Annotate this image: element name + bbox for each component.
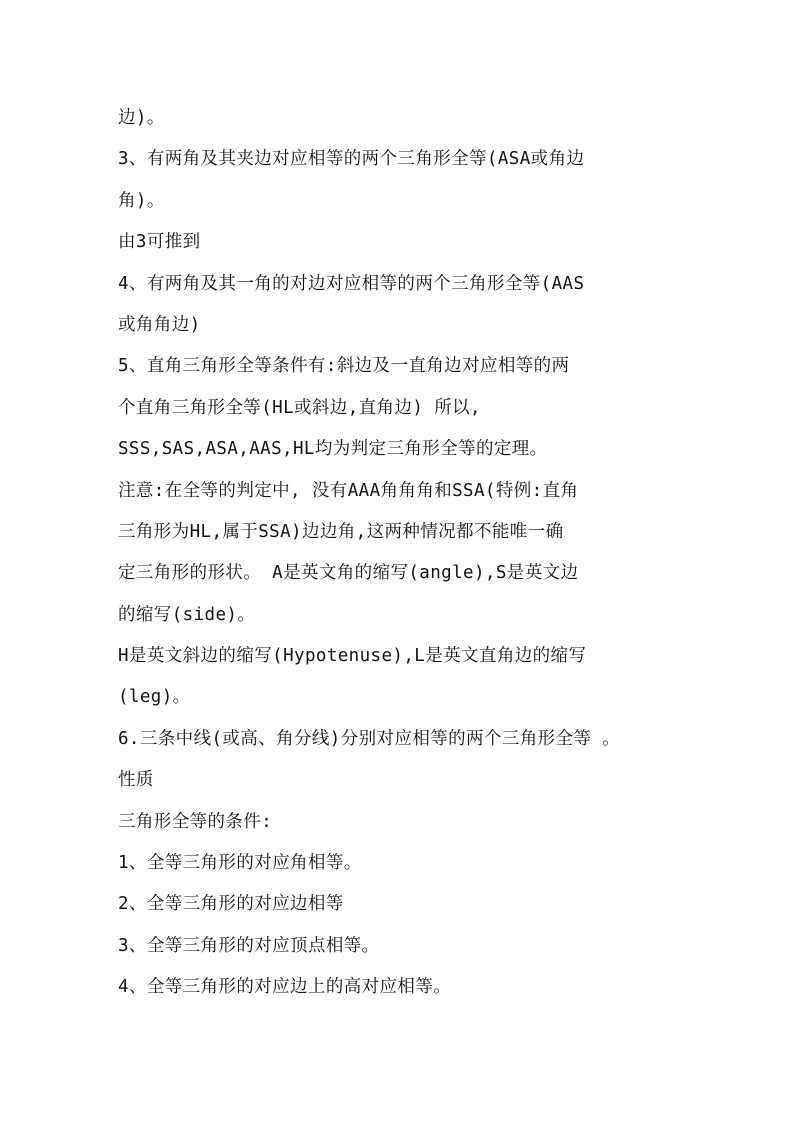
text-line: 个直角三角形全等(HL或斜边,直角边) 所以, [118,397,481,418]
text-line: 边)。 [118,108,165,128]
text-line: 三角形全等的条件: [118,811,273,832]
text-line: 性质 [118,770,154,791]
text-line: 5、直角三角形全等条件有:斜边及一直角边对应相等的两 [118,356,570,377]
text-line: 注意:在全等的判定中, 没有AAA角角角和SSA(特例:直角 [118,480,579,501]
text-line: 或角角边) [118,314,201,335]
text-line: 角)。 [118,190,165,211]
text-line: 3、全等三角形的对应顶点相等。 [118,935,380,956]
text-line: 由3可推到 [118,232,201,253]
text-line: 1、全等三角形的对应角相等。 [118,853,362,874]
text-line: 6.三条中线(或高、角分线)分别对应相等的两个三角形全等 。 [118,728,621,749]
text-line: 3、有两角及其夹边对应相等的两个三角形全等(ASA或角边 [118,149,585,170]
document-body [118,98,678,1009]
text-line: (leg)。 [118,687,191,708]
text-line: H是英文斜边的缩写(Hypotenuse),L是英文直角边的缩写 [118,646,587,667]
text-line: SSS,SAS,ASA,AAS,HL均为判定三角形全等的定理。 [118,439,548,460]
text-line: 三角形为HL,属于SSA)边边角,这两种情况都不能唯一确 [118,521,564,542]
text-line: 4、全等三角形的对应边上的高对应相等。 [118,977,452,998]
text-line: 2、全等三角形的对应边相等 [118,894,344,915]
text-line: 的缩写(side)。 [118,604,256,625]
text-line: 定三角形的形状。 A是英文角的缩写(angle),S是英文边 [118,563,579,584]
text-line: 4、有两角及其一角的对边对应相等的两个三角形全等(AAS [118,273,585,294]
